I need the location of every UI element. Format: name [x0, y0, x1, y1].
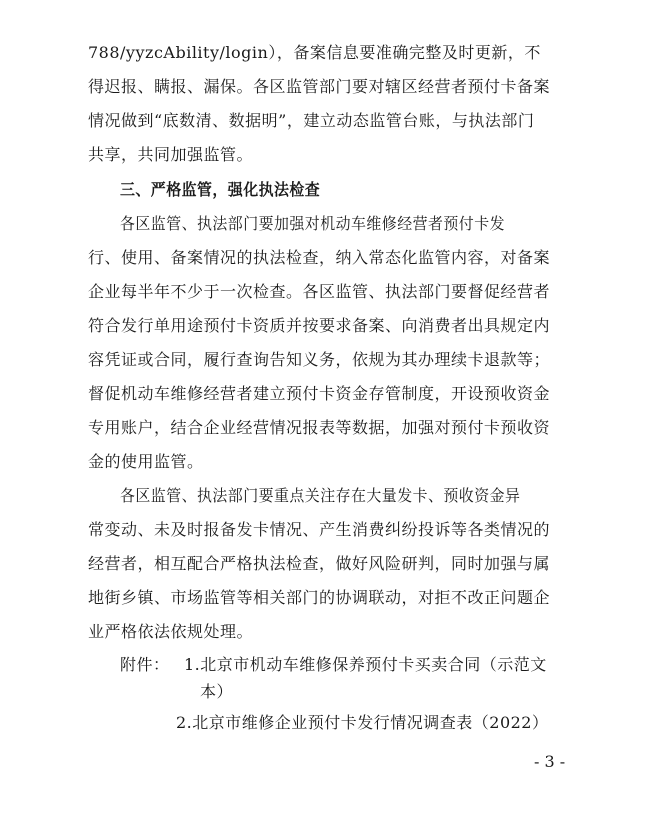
p3-line-2: 常变动、未及时报备发卡情况、产生消费纠纷投诉等各类情况的	[88, 520, 551, 539]
p1-line-2: 得迟报、瞒报、漏保。各区监管部门要对辖区经营者预付卡备案	[88, 77, 551, 96]
p3-line-3: 经营者，相互配合严格执法检查，做好风险研判，同时加强与属	[88, 554, 551, 573]
p2-line-6: 督促机动车维修经营者建立预付卡资金存管制度，开设预收资金	[88, 384, 551, 403]
attachment-1-line-2: 本）	[200, 682, 234, 701]
page-number: - 3 -	[534, 752, 566, 771]
p2-line-7: 专用账户，结合企业经营情况报表等数据，加强对预付卡预收资	[88, 418, 551, 437]
p3-line-1: 各区监管、执法部门要重点关注存在大量发卡、预收资金异	[120, 486, 521, 505]
p2-line-1: 各区监管、执法部门要加强对机动车维修经营者预付卡发	[120, 214, 506, 233]
attachments-label: 附件：	[120, 655, 170, 674]
p1-line-3: 情况做到“底数清、数据明”，建立动态监管台账，与执法部门	[88, 111, 535, 130]
attachment-1-line-1: 1.北京市机动车维修保养预付卡买卖合同（示范文	[184, 655, 547, 674]
p3-line-5: 业严格依法依规处理。	[88, 622, 254, 641]
p1-line-1: 788/yyzcAbility/login），备案信息要准确完整及时更新，不	[88, 43, 541, 62]
p2-line-4: 符合发行单用途预付卡资质并按要求备案、向消费者出具规定内	[88, 316, 551, 335]
attachment-2: 2.北京市维修企业预付卡发行情况调查表（2022）	[176, 713, 549, 732]
p2-line-8: 金的使用监管。	[88, 452, 204, 471]
p3-line-4: 地街乡镇、市场监管等相关部门的协调联动，对拒不改正问题企	[88, 588, 551, 607]
p2-line-5: 容凭证或合同，履行查询告知义务，依规为其办理续卡退款等；	[88, 350, 551, 369]
p2-line-3: 企业每半年不少于一次检查。各区监管、执法部门要督促经营者	[88, 282, 551, 301]
p2-line-2: 行、使用、备案情况的执法检查，纳入常态化监管内容，对备案	[88, 248, 551, 267]
section-heading: 三、严格监管，强化执法检查	[120, 180, 321, 199]
p1-line-4: 共享，共同加强监管。	[88, 145, 254, 164]
